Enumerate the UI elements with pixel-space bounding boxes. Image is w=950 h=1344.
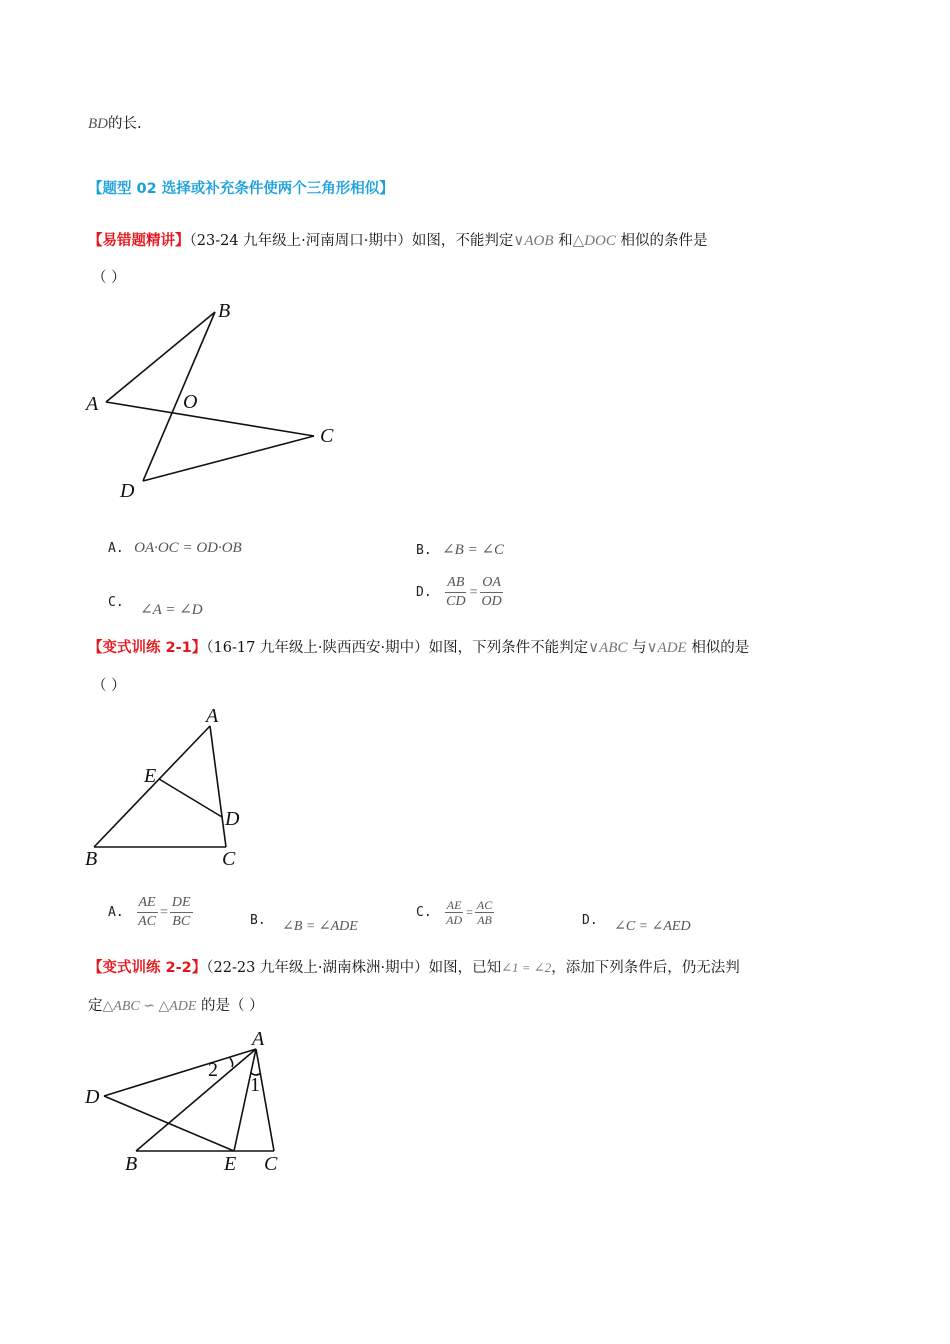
q3-label-a: A (252, 1028, 265, 1050)
q2-label-d: D (225, 808, 240, 830)
q2-option-d[interactable] (582, 912, 691, 934)
q2-stem (88, 638, 749, 658)
q3-label-c: C (264, 1153, 278, 1175)
fraction-ac-ab: $\frac{AC}{AB}$ (476, 898, 493, 927)
q1-label-a: A (86, 393, 99, 415)
q1-figure (80, 295, 370, 505)
q1-option-a[interactable] (108, 540, 242, 557)
q3-figure (80, 1025, 300, 1180)
q3-similarity: △ABC ∽ △ADE (102, 999, 197, 1014)
q3-stem-line1 (88, 958, 740, 978)
option-expr: ∠C = ∠AED (614, 919, 691, 934)
option-expr: ∠A = ∠D (140, 602, 203, 618)
q2-tri2: ∨ADE (646, 640, 687, 656)
math-bd: BD (88, 116, 108, 132)
option-letter: A. (108, 541, 124, 556)
q3-line2-end: 的是（ ） (201, 998, 264, 1014)
q1-label-b: B (218, 300, 231, 322)
q2-figure-lines (94, 726, 226, 847)
option-expr: OA·OC = OD·OB (134, 540, 242, 556)
option-letter: D. (416, 585, 432, 600)
q2-mid: 与 (632, 640, 647, 656)
fraction-ae-ad: $\frac{AE}{AD}$ (446, 898, 463, 927)
option-letter: C. (108, 595, 124, 610)
fraction-oa-od: $\frac{OA}{OD}$ (481, 575, 502, 609)
option-letter: A. (108, 905, 124, 920)
q2-label-e: E (144, 765, 157, 787)
q3-stem-line2 (88, 996, 264, 1017)
q1-tail: 相似的条件是 (620, 233, 708, 249)
q1-stem (88, 231, 707, 251)
q1-source: （23-24 九年级上·河南周口·期中）如图，不能判定 (189, 233, 514, 249)
q2-tail: 相似的是 (691, 640, 750, 656)
q3-figure-lines (104, 1049, 274, 1151)
section-title: 【题型 02 选择或补充条件使两个三角形相似】 (88, 181, 394, 197)
q2-option-b[interactable] (250, 912, 358, 934)
q2-label-c: C (222, 848, 236, 870)
q3-line2-start: 定 (88, 998, 103, 1014)
q1-option-d[interactable]: D. $\frac{AB}{CD}$ = $\frac{OA}{OD}$ (416, 575, 502, 609)
option-expr: ∠B = ∠C (442, 542, 505, 558)
q1-option-c[interactable] (108, 592, 203, 618)
q3-label-e: E (224, 1153, 237, 1175)
q1-label-o: O (183, 391, 198, 413)
q2-tri1: ∨ABC (588, 640, 628, 656)
q2-answer-blank: （ ） (92, 678, 126, 694)
option-letter: C. (416, 905, 432, 920)
q1-tri2: △DOC (572, 233, 616, 249)
q1-tag: 【易错题精讲】 (88, 233, 190, 249)
q2-source: （16-17 九年级上·陕西西安·期中）如图，下列条件不能判定 (206, 640, 589, 656)
option-letter: D. (582, 913, 598, 928)
q2-label-b: B (85, 848, 98, 870)
q2-label-a: A (206, 705, 219, 727)
q3-label-angle-1: 1 (250, 1074, 260, 1096)
q2-figure (80, 700, 260, 875)
q3-label-d: D (85, 1086, 100, 1108)
q1-mid: 和 (558, 233, 573, 249)
fraction-ae-ac: $\frac{AE}{AC}$ (138, 895, 156, 929)
tail-text: 的长. (108, 116, 142, 132)
q3-tail: ，添加下列条件后，仍无法判 (551, 960, 740, 976)
q3-label-angle-2: 2 (208, 1059, 218, 1081)
q1-answer-blank: （ ） (92, 270, 126, 286)
q3-source: （22-23 九年级上·湖南株洲·期中）如图，已知 (206, 960, 502, 976)
q1-tri1: ∨AOB (513, 233, 554, 249)
option-letter: B. (416, 543, 432, 558)
q2-tag: 【变式训练 2-1】 (88, 640, 207, 656)
q3-condition: ∠1 = ∠2 (501, 960, 552, 975)
q1-option-b[interactable] (416, 540, 504, 559)
q1-label-d: D (120, 480, 135, 502)
option-letter: B. (250, 913, 266, 928)
previous-question-tail (88, 114, 142, 134)
fraction-de-bc: $\frac{DE}{BC}$ (171, 895, 191, 929)
q3-label-b: B (125, 1153, 138, 1175)
q3-tag: 【变式训练 2-2】 (88, 960, 207, 976)
q2-option-c[interactable]: C. $\frac{AE}{AD}$ = $\frac{AC}{AB}$ (416, 898, 493, 927)
q1-figure-lines (106, 312, 314, 481)
option-expr: ∠B = ∠ADE (282, 919, 358, 934)
q1-label-c: C (320, 425, 334, 447)
q2-option-a[interactable]: A. $\frac{AE}{AC}$ = $\frac{DE}{BC}$ (108, 895, 191, 929)
fraction-ab-cd: $\frac{AB}{CD}$ (446, 575, 466, 609)
